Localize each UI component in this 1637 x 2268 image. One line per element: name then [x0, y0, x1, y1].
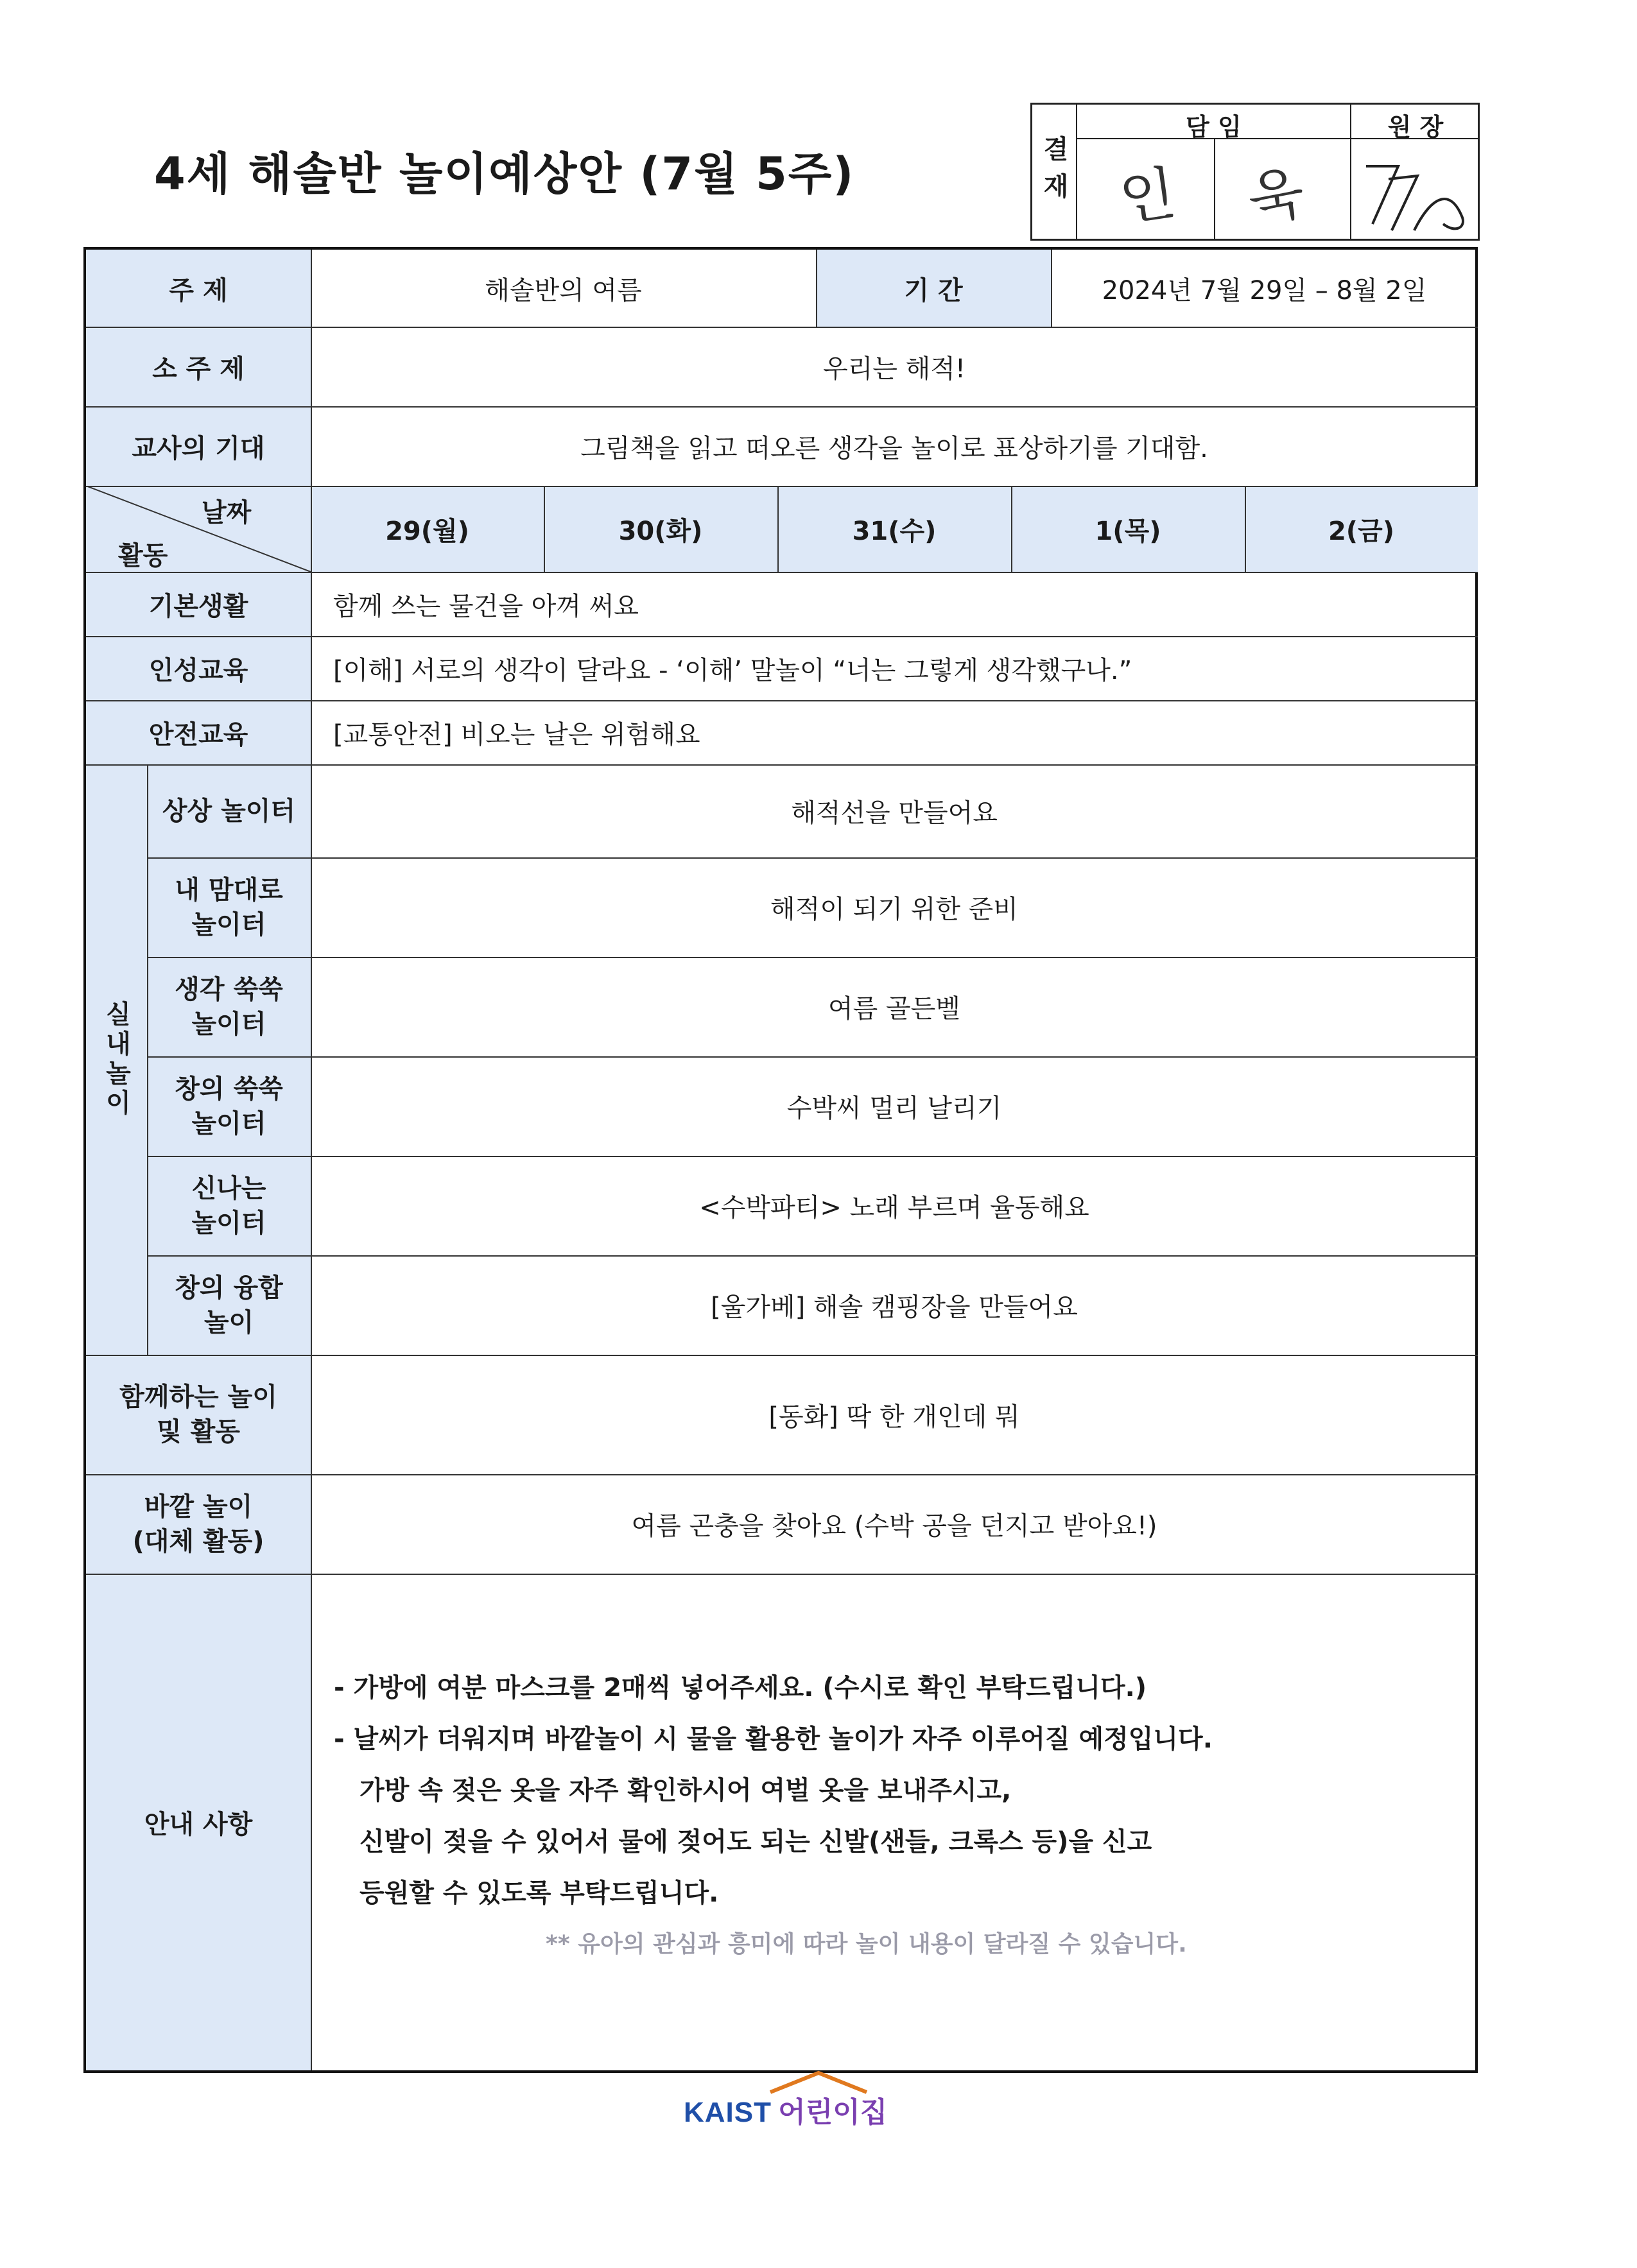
signature-2: 욱 — [1243, 159, 1310, 235]
topic-label: 주 제 — [86, 250, 311, 327]
notice-item-5: 등원할 수 있도록 부탁드립니다. — [359, 1878, 719, 1908]
indoor-label-1: 상상 놀이터 — [147, 764, 311, 857]
indoor-label-2: 내 맘대로 놀이터 — [147, 857, 311, 957]
notice-footnote: ** 유아의 관심과 흥미에 따라 놀이 내용이 달라질 수 있습니다. — [546, 1931, 1187, 1957]
character-label: 인성교육 — [86, 636, 311, 700]
corner-activity-label: 활동 — [118, 535, 168, 572]
period-label: 기 간 — [816, 250, 1051, 327]
signature-1: 인 — [1115, 159, 1181, 234]
roof-icon — [764, 2070, 873, 2095]
notice-label: 안내 사항 — [86, 1574, 311, 2070]
subtopic-label: 소 주 제 — [86, 327, 311, 406]
notice-item-4: 신발이 젖을 수 있어서 물에 젖어도 되는 신발(샌들, 크록스 등)을 신고 — [359, 1827, 1152, 1857]
director-signature — [1353, 141, 1478, 237]
indoor-vertical-label — [86, 764, 147, 1355]
indoor-value-6: [울가베] 해솔 캠핑장을 만들어요 — [711, 1293, 1078, 1322]
indoor-value-5: <수박파티> 노래 부르며 율동해요 — [699, 1193, 1089, 1223]
logo-text-en: KAIST — [684, 2097, 772, 2128]
day-thu: 1(목) — [1011, 486, 1245, 572]
approval-teacher-header: 담 임 — [1186, 113, 1242, 141]
kaist-daycare-logo — [684, 2089, 887, 2130]
indoor-label-3: 생각 쑥쑥 놀이터 — [147, 957, 311, 1056]
day-wed: 31(수) — [777, 486, 1011, 572]
document-title: 4세 해솔반 놀이예상안 (7월 5주) — [154, 148, 855, 200]
notice-list — [334, 1662, 1213, 1970]
notice-item-2: - 날씨가 더워지며 바깥놀이 시 물을 활용한 놀이가 자주 이루어질 예정입니다. — [334, 1724, 1213, 1754]
day-tue: 30(화) — [544, 486, 777, 572]
day-mon: 29(월) — [311, 486, 544, 572]
expectation-label: 교사의 기대 — [86, 406, 311, 486]
safety-label: 안전교육 — [86, 700, 311, 764]
indoor-value-2: 해적이 되기 위한 준비 — [770, 895, 1018, 924]
together-value: [동화] 딱 한 개인데 뭐 — [768, 1402, 1020, 1432]
safety-value: [교통안전] 비오는 날은 위험해요 — [333, 719, 700, 750]
notice-item-3: 가방 속 젖은 옷을 자주 확인하시어 여벌 옷을 보내주시고, — [359, 1776, 1012, 1805]
approval-label: 결재 — [1039, 135, 1069, 210]
indoor-value-3: 여름 골든벨 — [828, 994, 960, 1024]
basic-life-label: 기본생활 — [86, 572, 311, 636]
outdoor-label: 바깥 놀이 (대체 활동) — [86, 1474, 311, 1574]
topic-value: 해솔반의 여름 — [485, 275, 642, 305]
subtopic-value: 우리는 해적! — [823, 354, 966, 384]
approval-director-header: 원 장 — [1387, 113, 1444, 141]
period-value: 2024년 7월 29일 – 8월 2일 — [1102, 275, 1427, 305]
indoor-label: 실내놀이 — [101, 1001, 131, 1119]
outdoor-value: 여름 곤충을 찾아요 (수박 공을 던지고 받아요!) — [631, 1511, 1157, 1541]
character-value: [이해] 서로의 생각이 달라요 - ‘이해’ 말놀이 “너는 그렇게 생각했구나.” — [333, 655, 1132, 685]
expectation-value: 그림책을 읽고 떠오른 생각을 놀이로 표상하기를 기대함. — [580, 433, 1208, 463]
notice-item-1: - 가방에 여분 마스크를 2매씩 넣어주세요. (수시로 확인 부탁드립니다.) — [334, 1673, 1147, 1703]
day-fri: 2(금) — [1245, 486, 1478, 572]
indoor-value-1: 해적선을 만들어요 — [791, 798, 998, 828]
indoor-label-4: 창의 쑥쑥 놀이터 — [147, 1056, 311, 1156]
indoor-label-6: 창의 융합 놀이 — [147, 1255, 311, 1355]
indoor-label-5: 신나는 놀이터 — [147, 1156, 311, 1255]
indoor-value-4: 수박씨 멀리 날리기 — [786, 1094, 1002, 1123]
corner-date-label: 날짜 — [202, 492, 251, 529]
basic-life-value: 함께 쓰는 물건을 아껴 써요 — [333, 591, 639, 621]
approval-box — [1030, 103, 1480, 241]
logo-text-ko: 어린이집 — [778, 2096, 888, 2129]
together-label: 함께하는 놀이 및 활동 — [86, 1355, 311, 1474]
